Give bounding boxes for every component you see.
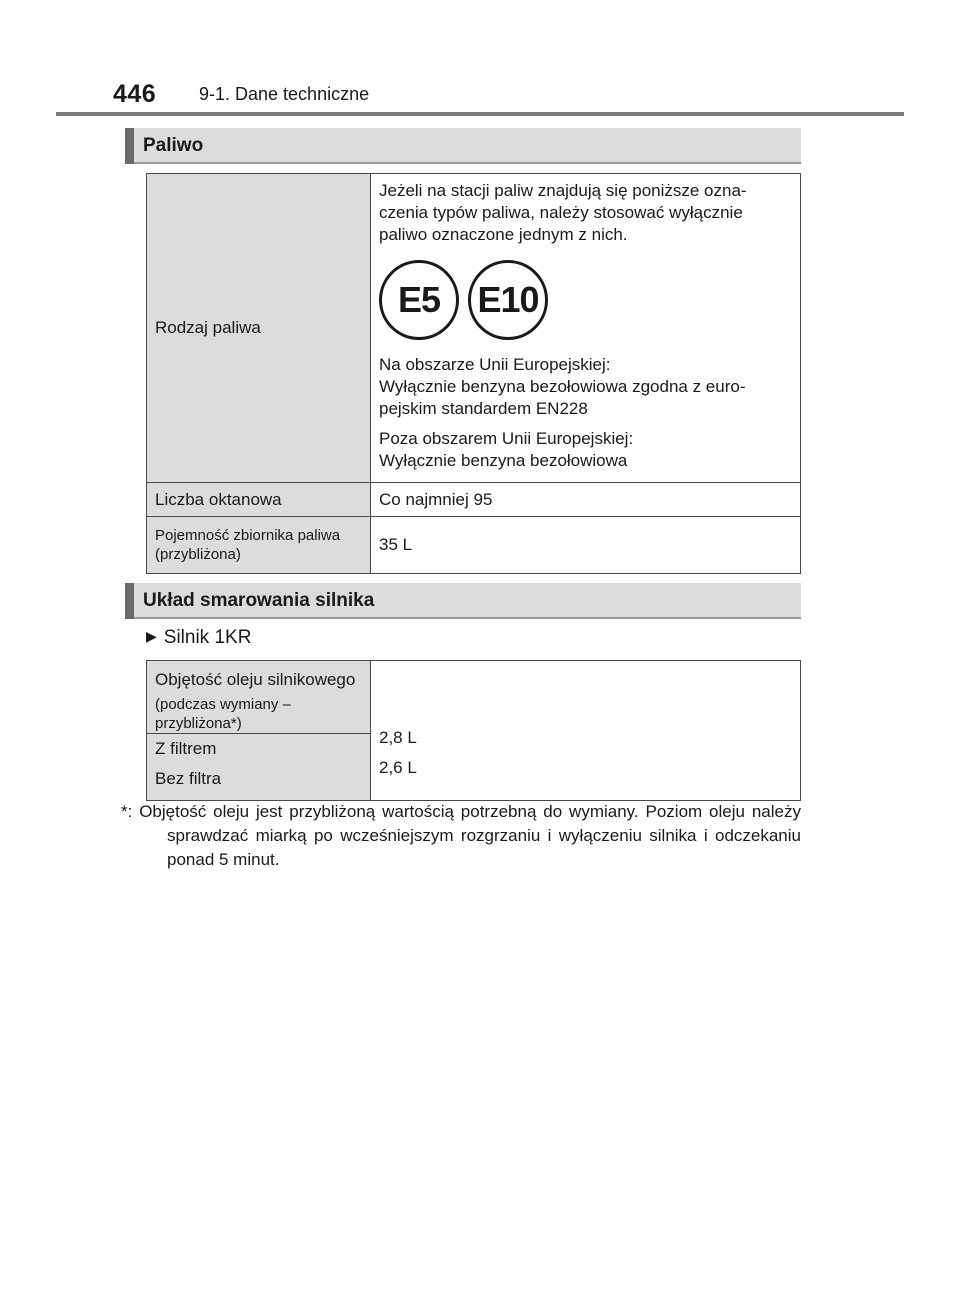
section-marker: [125, 128, 134, 164]
section-heading-fuel: [125, 128, 801, 164]
page-number: 446: [113, 80, 157, 108]
oil-volume-header: [147, 661, 371, 734]
tank-capacity-label: Pojemność zbiornika paliwa (przybliżona): [147, 517, 371, 574]
fuel-type-value: [371, 174, 801, 483]
oil-spec-table: [146, 660, 801, 801]
section-marker: [125, 583, 134, 619]
section-title-fuel: Paliwo: [143, 135, 204, 156]
with-filter-value: 2,8 L: [379, 728, 417, 747]
triangle-bullet-icon: ▶: [146, 628, 157, 644]
non-eu-heading: Poza obszarem Unii Europejskiej:: [379, 429, 634, 448]
section-heading-oil: [125, 583, 801, 619]
octane-label: Liczba oktanowa: [147, 483, 371, 517]
table-row: [147, 517, 801, 574]
fuel-spec-table: [146, 173, 801, 574]
eu-heading: Na obszarze Unii Europejskiej:: [379, 355, 611, 374]
oil-values: [371, 661, 801, 801]
table-row: [147, 174, 801, 483]
footnote: *: Objętość oleju jest przybliżoną wartością potrzebną do wymiany. Poziom oleju należy sprawdzać miarką po wcześniejszym rozgrzaniu i wyłączeniu silnika i odczekaniu ponad 5 minut.: [121, 802, 801, 869]
page-header: [0, 0, 960, 120]
without-filter-label: Bez filtra: [155, 769, 222, 788]
header-divider: [56, 112, 904, 116]
table-row: [147, 483, 801, 517]
oil-volume-sublabel: (podczas wymiany – przybliżona*): [155, 696, 291, 732]
fuel-type-intro: Jeżeli na stacji paliw znajdują się poniższe ozna-czenia typów paliwa, należy stosować wyłącznie paliwo oznaczone jednym z nich.: [379, 181, 747, 244]
without-filter-value: 2,6 L: [379, 758, 417, 777]
octane-value: Co najmniej 95: [371, 483, 801, 517]
tank-capacity-value: 35 L: [371, 517, 801, 574]
e10-fuel-logo: E10: [468, 260, 548, 340]
table-row: [147, 661, 801, 734]
chapter-title: 9-1. Dane techniczne: [199, 84, 370, 104]
with-filter-label: Z filtrem: [155, 739, 217, 758]
non-eu-text: Wyłącznie benzyna bezołowiowa: [379, 451, 628, 470]
engine-bullet: [146, 627, 251, 649]
oil-volume-label: Objętość oleju silnikowego: [155, 670, 356, 689]
section-title-oil: Układ smarowania silnika: [143, 590, 375, 611]
engine-bullet-text: Silnik 1KR: [163, 627, 252, 648]
fuel-type-label: Rodzaj paliwa: [147, 174, 371, 483]
eu-text: Wyłącznie benzyna bezołowiowa zgodna z euro-pejskim standardem EN228: [379, 377, 746, 418]
e5-fuel-logo: E5: [379, 260, 459, 340]
oil-filter-labels: [147, 734, 371, 801]
fuel-logos: [379, 260, 792, 340]
